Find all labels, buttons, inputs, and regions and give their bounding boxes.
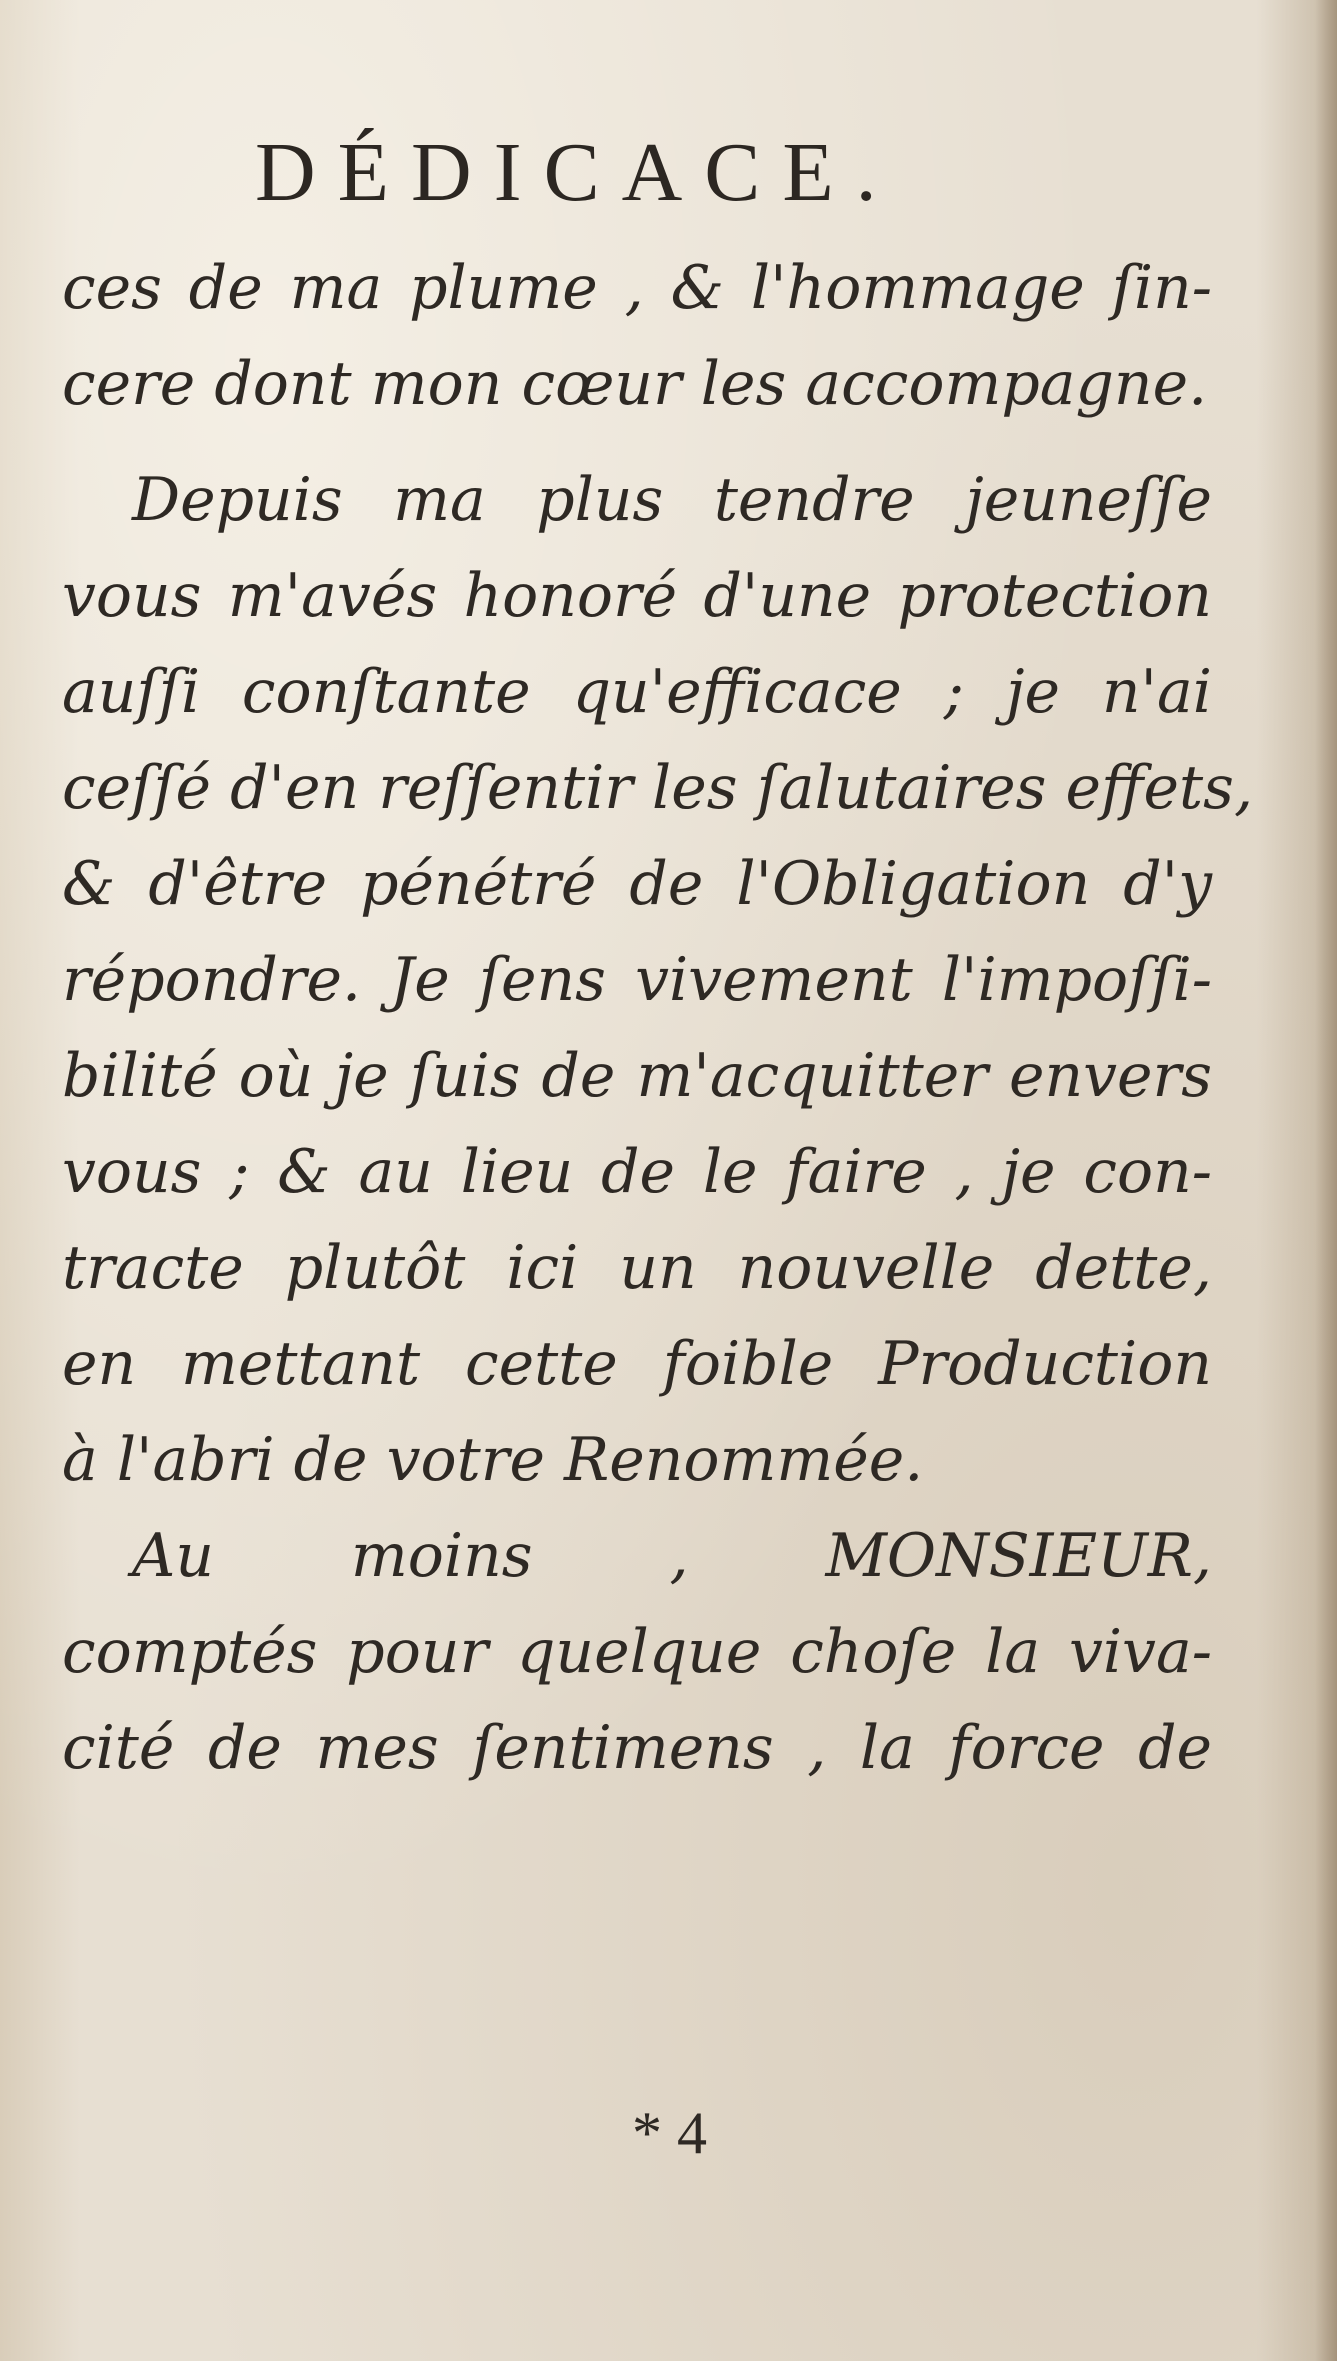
text-line: bilité où je ſuis de m'acquitter envers [62,1041,1212,1111]
text-line: répondre. Je ſens vivement l'impoſſi- [62,945,1212,1015]
page-edge-shadow [1315,0,1337,2361]
text-line: cere dont mon cœur les accompagne. [62,349,1208,419]
text-line: ces de ma plume , & l'hommage ſin- [62,253,1212,323]
text-line: vous m'avés honoré d'une protection [62,561,1212,631]
text-line: Au moins , MONSIEUR, [132,1521,1212,1591]
text-line: auſſi conſtante qu'efficace ; je n'ai [62,657,1212,727]
text-line: Depuis ma plus tendre jeuneſſe [132,465,1212,535]
dedication-text [62,240,1254,1796]
text-line: tracte plutôt ici un nouvelle dette, [62,1233,1212,1303]
signature-mark: * 4 [632,2100,707,2166]
text-line: comptés pour quelque choſe la viva- [62,1617,1212,1687]
text-line: vous ; & au lieu de le faire , je con- [62,1137,1212,1207]
text-line: & d'être pénétré de l'Obligation d'y [62,849,1212,919]
text-line: ceſſé d'en reſſentir les ſalutaires effets, [62,753,1254,823]
text-line: en mettant cette foible Production [62,1329,1212,1399]
text-line: à l'abri de votre Renommée. [62,1425,924,1495]
running-title: DÉDICACE. [255,126,899,219]
text-line: cité de mes ſentimens , la force de [62,1713,1212,1783]
